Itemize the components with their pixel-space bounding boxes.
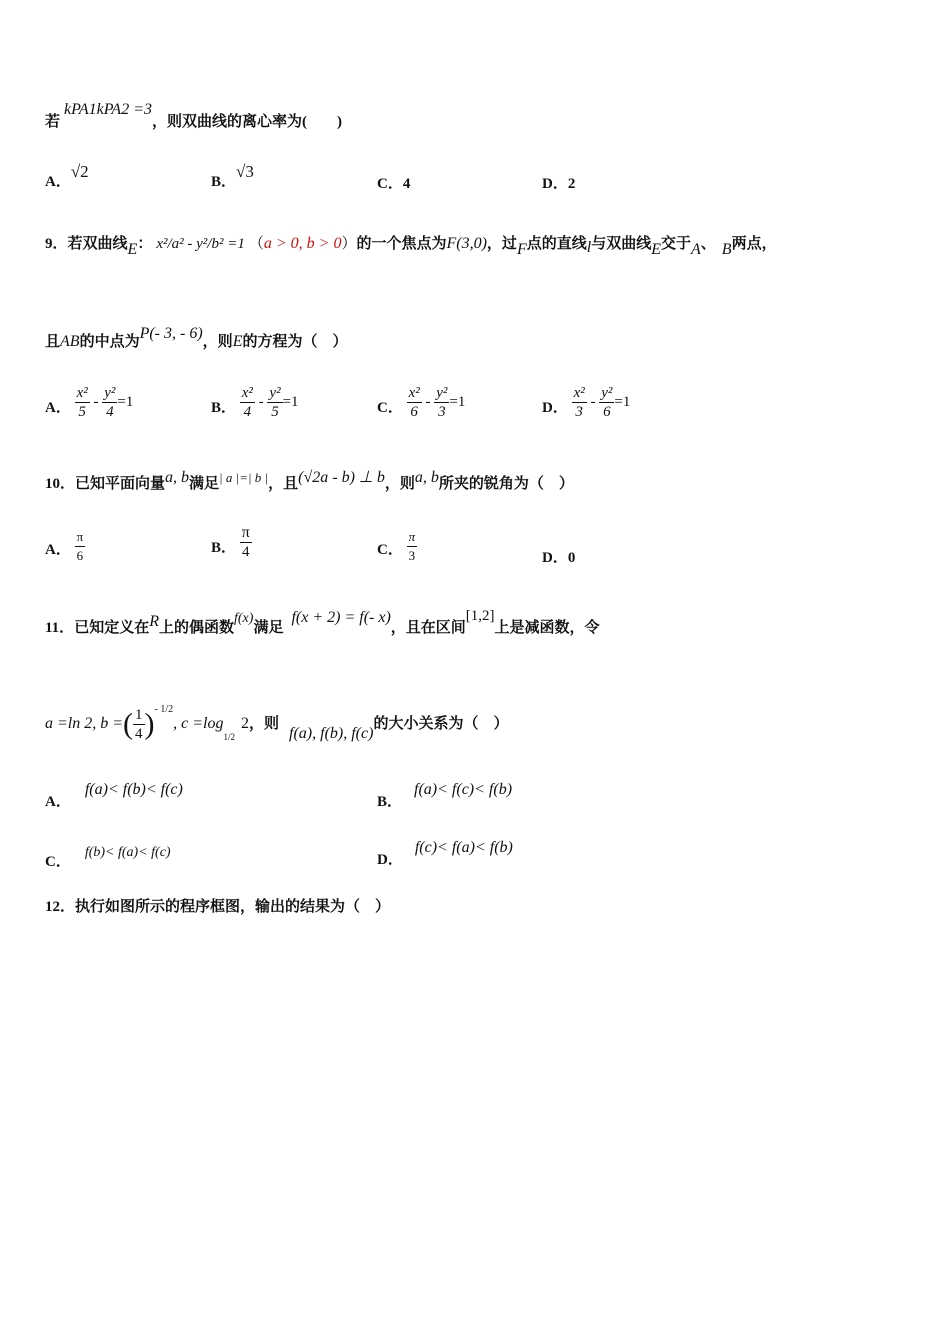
q9-text5: 与双曲线 [591, 236, 652, 252]
q11-exponent: - 1/2 [154, 703, 174, 715]
option-label: A． [45, 174, 71, 190]
q10-option-a [45, 528, 85, 565]
q12-text: 执行如图所示的程序框图，输出的结果为（ ） [75, 899, 391, 915]
frac-den: 4 [242, 544, 250, 560]
q11-stem-line1 [45, 608, 600, 637]
frac-den: 6 [410, 404, 418, 420]
q11-R: R [149, 613, 159, 630]
fraction [434, 384, 449, 421]
q11-text2: 上的偶函数 [158, 620, 234, 636]
frac-num: y² [601, 385, 613, 401]
frac-num: π [75, 528, 86, 547]
option-value: f(a)< f(b)< f(c) [84, 781, 183, 798]
option-label: C． [45, 854, 71, 870]
option-value: f(a)< f(c)< f(b) [414, 781, 513, 798]
q11-option-d [377, 836, 513, 868]
frac-num: y² [436, 385, 448, 401]
q9-stem-line1: 9．若双曲线E： x²/a² - y²/b² =1 （a > 0, b > 0）的一个焦点为F(3,0)，过F点的直线l与双曲线E交于A、 B两点， [45, 235, 777, 258]
q11-values: f(a), f(b), f(c) [289, 724, 374, 742]
q9-text6: 交于 [660, 236, 691, 252]
fraction [407, 528, 418, 565]
q10-text2: 满足 [189, 476, 220, 492]
option-label: A． [45, 399, 71, 416]
equals-one: =1 [449, 393, 466, 410]
q10-text5: 所夹的锐角为（ ） [438, 476, 574, 492]
equals-one: =1 [614, 393, 631, 410]
option-value: f(c)< f(a)< f(b) [414, 839, 513, 856]
fraction [599, 384, 614, 421]
q11-stem-line2: a =ln 2, b =( $\frac{1}{4}$ )$^{- 1/2}$, $c =\log_{1/2}2$，则f(a), f(b), f(c)的大小关系为（ ） [45, 703, 509, 742]
q9-focus: F(3,0) [446, 235, 487, 252]
q10-stem [45, 469, 574, 493]
q9-dun: 、 [700, 236, 716, 252]
frac-den: 5 [271, 404, 279, 420]
minus-sign: - [258, 393, 264, 410]
fraction [102, 384, 117, 421]
q9-B: B [721, 241, 732, 258]
q10-text4: ，则 [384, 476, 415, 492]
option-label: D． [377, 852, 403, 868]
equals-one: =1 [282, 393, 299, 410]
option-value: 2 [567, 176, 576, 192]
q9-E3: E [232, 333, 243, 350]
option-label: B． [377, 794, 403, 810]
q9-line2-a: 且 [45, 334, 61, 350]
q8-text: ，则双曲线的离心率为( ) [151, 114, 342, 130]
fraction [572, 384, 587, 421]
fraction [75, 384, 90, 421]
q9-line2-c: ，则 [202, 334, 233, 350]
q11-option-a [45, 778, 183, 810]
frac-num: x² [573, 385, 585, 401]
q11-interval: [1,2] [465, 608, 495, 624]
option-value: f(b)< f(a)< f(c) [84, 845, 171, 860]
question-number: 12． [45, 899, 76, 915]
q10-text3: ，且 [268, 476, 299, 492]
q9-condition: a > 0, b > 0 [263, 235, 342, 252]
frac-den: 6 [603, 404, 611, 420]
q11-relation: f(x + 2) = f(- x) [291, 609, 391, 626]
q9-line2-b: 的中点为 [79, 334, 140, 350]
frac-num: y² [269, 385, 281, 401]
option-label: B． [211, 539, 237, 556]
question-number: 11． [45, 620, 75, 636]
q9-E2: E [651, 241, 661, 258]
frac-num: y² [104, 385, 116, 401]
frac-den: 6 [76, 548, 84, 563]
q11-fraction [133, 706, 145, 743]
option-label: D． [542, 399, 568, 416]
question-number: 9． [45, 236, 68, 252]
frac-num: x² [76, 385, 88, 401]
minus-sign: - [425, 393, 431, 410]
q9-midpoint: P(- 3, - 6) [139, 325, 203, 342]
q10-option-c [377, 528, 417, 565]
q8-stem [45, 101, 342, 131]
q9-equation: x²/a² - y²/b² =1 [156, 236, 245, 252]
q8-prefix: 若 [45, 114, 61, 130]
q11-log-arg: 2 [241, 714, 250, 732]
option-label: D． [542, 176, 568, 192]
option-value: √2 [70, 162, 89, 181]
q10-ab: a, b [165, 469, 190, 486]
q11-text6: ，则 [249, 715, 280, 732]
q8-option-a [45, 162, 89, 191]
frac-den: 3 [408, 548, 416, 563]
minus-sign: - [590, 393, 596, 410]
q10-option-d [542, 546, 575, 567]
q9-A: A [691, 241, 701, 258]
q8-option-c [377, 172, 410, 193]
option-label: C． [377, 176, 403, 192]
question-number: 10． [45, 476, 76, 492]
q11-text4: ，且在区间 [390, 620, 466, 636]
minus-sign: - [93, 393, 99, 410]
q11-def-a: a =ln 2, b = [45, 714, 124, 732]
q11-text5: 上是减函数，令 [494, 620, 600, 636]
q8-option-b [211, 162, 254, 191]
q9-AB: AB [60, 333, 80, 350]
frac-num: π [241, 524, 250, 541]
q11-text1: 已知定义在 [74, 620, 150, 636]
option-label: B． [211, 399, 237, 416]
q11-fx: f(x) [234, 611, 254, 626]
q9-l: l [586, 239, 592, 256]
option-label: A． [45, 794, 71, 810]
q9-text1: 若双曲线 [67, 236, 128, 252]
q10-text1: 已知平面向量 [75, 476, 166, 492]
q11-text3: 满足 [253, 620, 284, 636]
q10-option-b [211, 524, 252, 561]
q9-option-c [377, 384, 465, 421]
frac-den: 3 [438, 404, 446, 420]
option-value: √3 [236, 162, 254, 181]
option-label: C． [377, 541, 403, 558]
q12-stem [45, 895, 390, 916]
frac-den: 5 [78, 404, 86, 420]
option-label: C． [377, 399, 403, 416]
q9-option-a [45, 384, 133, 421]
option-label: B． [211, 174, 237, 190]
q10-condition: | a |=| b | [219, 470, 269, 485]
q11-def-c: , c =log [173, 714, 224, 732]
frac-den: 3 [575, 404, 583, 420]
fraction [407, 384, 422, 421]
q11-option-b [377, 778, 513, 810]
frac-num: x² [241, 385, 253, 401]
option-value: 0 [567, 550, 576, 566]
q9-text4: 点的直线 [526, 236, 587, 252]
option-label: A． [45, 541, 71, 558]
frac-num: π [407, 528, 418, 547]
q10-ab2: a, b [414, 469, 439, 486]
q11-option-c [45, 840, 171, 870]
q8-formula: kPA1kPA2 =3 [64, 101, 152, 118]
q9-text2: 的一个焦点为 [356, 236, 447, 252]
fraction [240, 524, 252, 561]
q10-perp: (√2a - b) ⊥ b [298, 469, 385, 486]
frac-den: 4 [106, 404, 114, 420]
q9-text3: ，过 [486, 236, 517, 252]
fraction [240, 384, 255, 421]
option-label: D． [542, 550, 568, 566]
option-value: 4 [402, 176, 411, 192]
q11-log-base: 1/2 [223, 731, 236, 742]
q8-option-d [542, 172, 575, 193]
frac-num: x² [408, 385, 420, 401]
q9-F: F [516, 241, 527, 258]
fraction [267, 384, 282, 421]
fraction [75, 528, 86, 565]
q9-text7: 两点， [731, 236, 777, 252]
q9-colon: ： [137, 236, 153, 252]
q9-option-b [211, 384, 299, 421]
q9-option-d [542, 384, 630, 421]
q9-stem-line2 [45, 325, 348, 351]
equals-one: =1 [117, 393, 134, 410]
frac-den: 4 [243, 404, 252, 420]
frac-num: 1 [135, 707, 143, 723]
q9-E: E [127, 241, 138, 258]
frac-den: 4 [135, 726, 143, 742]
q9-line2-d: 的方程为（ ） [242, 334, 348, 350]
q11-text7: 的大小关系为（ ） [373, 715, 509, 732]
